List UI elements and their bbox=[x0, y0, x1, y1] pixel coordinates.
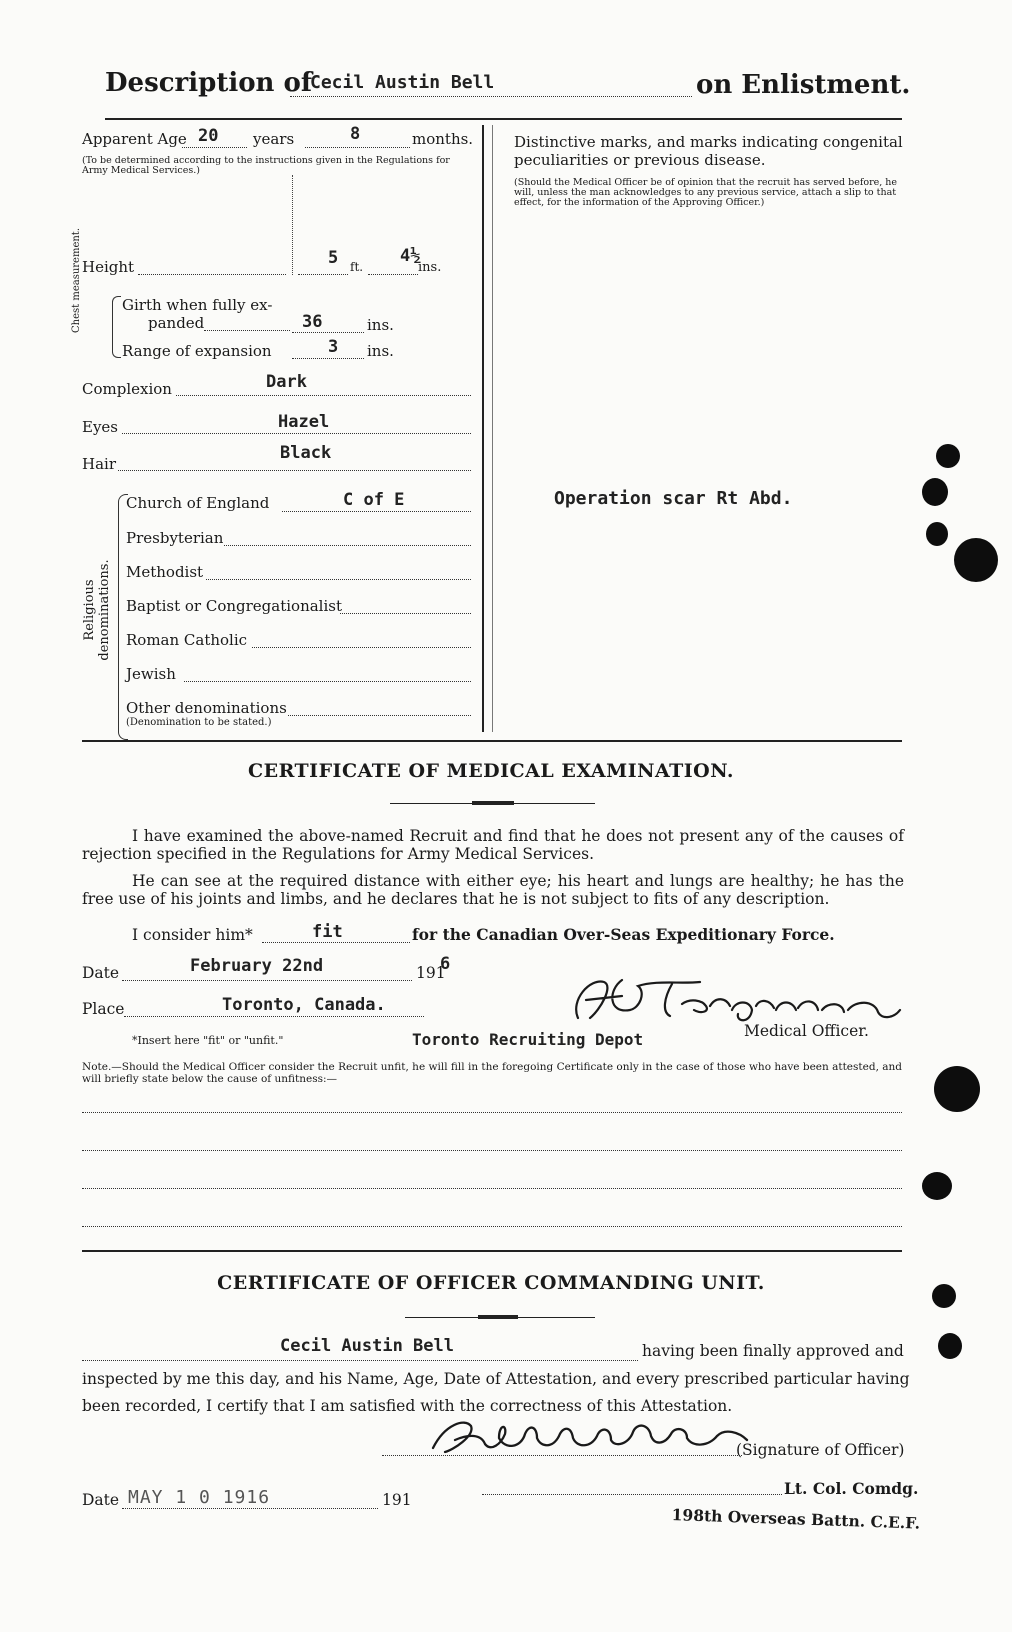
column-divider bbox=[482, 125, 484, 732]
height-ft-value: 5 bbox=[328, 248, 339, 268]
punch-hole-2 bbox=[922, 478, 948, 506]
commanding-year-prefix: 191 bbox=[382, 1491, 412, 1509]
height-label: Height bbox=[82, 258, 135, 276]
punch-hole-4 bbox=[954, 538, 998, 582]
punch-hole-8 bbox=[938, 1333, 962, 1359]
girth-label-1: Girth when fully ex- bbox=[122, 296, 273, 314]
religion-label-presbyterian: Presbyterian bbox=[126, 529, 224, 547]
commanding-heading-rule-center bbox=[478, 1315, 518, 1319]
presbyterian-dots bbox=[224, 545, 471, 546]
religion-label-roman-catholic: Roman Catholic bbox=[126, 631, 248, 649]
unfitness-line-3 bbox=[82, 1188, 902, 1189]
medical-date-value: February 22nd bbox=[190, 956, 324, 976]
age-months-value: 8 bbox=[350, 124, 361, 144]
signature-label: (Signature of Officer) bbox=[736, 1441, 905, 1459]
jewish-dots bbox=[184, 681, 471, 682]
religion-label-other: Other denominations bbox=[126, 699, 287, 717]
girth-unit: ins. bbox=[367, 316, 394, 334]
age-years-value: 20 bbox=[198, 126, 219, 146]
age-months-dots bbox=[305, 147, 410, 148]
place-dots bbox=[124, 1016, 424, 1017]
girth-value-dots bbox=[292, 332, 364, 333]
medical-note: Note.—Should the Medical Officer consider the Recruit unfit, he will fill in the foregoing Certificate only in the case of those who have been attested, and will briefly state below the cause of unfitness:— bbox=[82, 1061, 902, 1085]
punch-hole-3 bbox=[926, 522, 948, 546]
marks-heading-2: peculiarities or previous disease. bbox=[514, 151, 766, 169]
title-rule bbox=[105, 118, 902, 120]
hair-label: Hair bbox=[82, 455, 116, 473]
girth-value: 36 bbox=[302, 312, 323, 332]
section-rule-2 bbox=[82, 1250, 902, 1252]
consider-prefix: I consider him* bbox=[132, 926, 253, 944]
religion-value-church-of-england: C of E bbox=[343, 490, 405, 510]
rank-label: Lt. Col. Comdg. bbox=[784, 1479, 919, 1498]
commanding-line-3: been recorded, I certify that I am satisfied with the correctness of this Attestation. bbox=[82, 1397, 733, 1415]
unfitness-line-1 bbox=[82, 1112, 902, 1113]
range-value-dots bbox=[292, 358, 364, 359]
rank-dots bbox=[482, 1494, 782, 1495]
marks-note: (Should the Medical Officer be of opinion that the recruit has served before, he will, unless the man acknowledges to any previous service, attach a slip to that effect, for the information of the Approving Officer.) bbox=[514, 177, 898, 208]
months-label: months. bbox=[412, 130, 474, 148]
insert-note: *Insert here "fit" or "unfit." bbox=[132, 1034, 284, 1047]
apparent-age-label: Apparent Age bbox=[82, 130, 187, 148]
commanding-name-dots bbox=[82, 1360, 638, 1361]
medical-officer-label: Medical Officer. bbox=[744, 1022, 869, 1040]
complexion-value: Dark bbox=[266, 372, 307, 392]
age-column-dots bbox=[292, 175, 293, 275]
eyes-dots bbox=[122, 433, 471, 434]
medical-heading: CERTIFICATE OF MEDICAL EXAMINATION. bbox=[247, 760, 734, 782]
medical-heading-rule-center bbox=[472, 801, 514, 805]
depot-stamp: Toronto Recruiting Depot bbox=[412, 1030, 644, 1049]
medical-para-2: He can see at the required distance with either eye; his heart and lungs are healthy; he has the free use of his joints and limbs, and he declares that he is not subject to fits of any description. bbox=[82, 872, 904, 908]
medical-para-1: I have examined the above-named Recruit and find that he does not present any of the causes of rejection specified in the Regulations for Army Medical Services. bbox=[82, 827, 904, 863]
ft-label: ft. bbox=[350, 260, 364, 274]
medical-officer-signature bbox=[560, 970, 906, 1030]
years-label: years bbox=[253, 130, 295, 148]
eyes-value: Hazel bbox=[278, 412, 330, 432]
commanding-line-1-suffix: having been finally approved and bbox=[642, 1342, 904, 1360]
girth-label-2: panded bbox=[148, 314, 205, 332]
unfitness-line-2 bbox=[82, 1150, 902, 1151]
fit-dots bbox=[262, 942, 410, 943]
title-suffix: on Enlistment. bbox=[696, 70, 911, 100]
height-label-dots bbox=[138, 274, 286, 275]
commanding-heading: CERTIFICATE OF OFFICER COMMANDING UNIT. bbox=[217, 1272, 765, 1294]
ins-label: ins. bbox=[418, 260, 442, 275]
church-of-england-dots bbox=[282, 511, 471, 512]
commanding-date-stamp: MAY 1 0 1916 bbox=[128, 1487, 271, 1508]
age-years-dots bbox=[182, 147, 247, 148]
other-note: (Denomination to be stated.) bbox=[126, 717, 272, 728]
commanding-recruit-name: Cecil Austin Bell bbox=[280, 1336, 454, 1356]
religion-label-jewish: Jewish bbox=[126, 665, 176, 683]
girth-label-dots bbox=[204, 330, 290, 331]
age-note: (To be determined according to the instructions given in the Regulations for Army Medical Services.) bbox=[82, 155, 450, 176]
unit-stamp: 198th Overseas Battn. C.E.F. bbox=[671, 1505, 921, 1533]
commanding-officer-signature bbox=[425, 1404, 755, 1460]
religion-label-church-of-england: Church of England bbox=[126, 494, 270, 512]
punch-hole-6 bbox=[922, 1172, 952, 1200]
range-label: Range of expansion bbox=[122, 342, 272, 360]
commanding-date-label: Date bbox=[82, 1491, 120, 1509]
signature-dots bbox=[382, 1455, 742, 1456]
religion-label-baptist: Baptist or Congregationalist bbox=[126, 597, 342, 615]
chest-label: Chest measurement. bbox=[71, 227, 82, 333]
commanding-line-2: inspected by me this day, and his Name, Age, Date of Attestation, and every prescribed particular having bbox=[82, 1370, 910, 1388]
chest-brace bbox=[112, 296, 121, 358]
roman-catholic-dots bbox=[252, 647, 471, 648]
medical-year-suffix: 6 bbox=[440, 954, 451, 974]
baptist-dots bbox=[340, 613, 471, 614]
religion-section-label: Religious denominations. bbox=[82, 559, 112, 661]
height-in-value: 4½ bbox=[400, 246, 421, 266]
title-dotted-line bbox=[290, 96, 692, 97]
place-label: Place bbox=[82, 1000, 125, 1018]
height-ft-dots bbox=[298, 274, 348, 275]
medical-date-dots bbox=[122, 980, 412, 981]
eyes-label: Eyes bbox=[82, 418, 118, 436]
marks-heading-1: Distinctive marks, and marks indicating congenital bbox=[514, 133, 903, 151]
medical-date-label: Date bbox=[82, 964, 120, 982]
hair-value: Black bbox=[280, 443, 332, 463]
commanding-date-dots bbox=[122, 1508, 378, 1509]
range-value: 3 bbox=[328, 337, 339, 357]
hair-dots bbox=[118, 470, 471, 471]
section-rule-1 bbox=[82, 740, 902, 742]
distinctive-marks-value: Operation scar Rt Abd. bbox=[554, 488, 793, 509]
methodist-dots bbox=[206, 579, 471, 580]
punch-hole-1 bbox=[936, 444, 960, 468]
other-dots bbox=[288, 715, 471, 716]
column-divider-inner bbox=[492, 125, 493, 732]
unfitness-line-4 bbox=[82, 1226, 902, 1227]
recruit-name: Cecil Austin Bell bbox=[310, 72, 495, 93]
medical-year-prefix: 191 bbox=[416, 964, 446, 982]
height-in-dots bbox=[368, 274, 418, 275]
punch-hole-5 bbox=[934, 1066, 980, 1112]
consider-suffix: for the Canadian Over-Seas Expeditionary Force. bbox=[412, 925, 835, 944]
complexion-dots bbox=[176, 395, 471, 396]
title-prefix: Description of bbox=[105, 68, 313, 98]
place-value: Toronto, Canada. bbox=[222, 995, 386, 1015]
range-unit: ins. bbox=[367, 342, 394, 360]
fit-value: fit bbox=[312, 922, 343, 942]
punch-hole-7 bbox=[932, 1284, 956, 1308]
religion-label-methodist: Methodist bbox=[126, 563, 204, 581]
complexion-label: Complexion bbox=[82, 380, 172, 398]
